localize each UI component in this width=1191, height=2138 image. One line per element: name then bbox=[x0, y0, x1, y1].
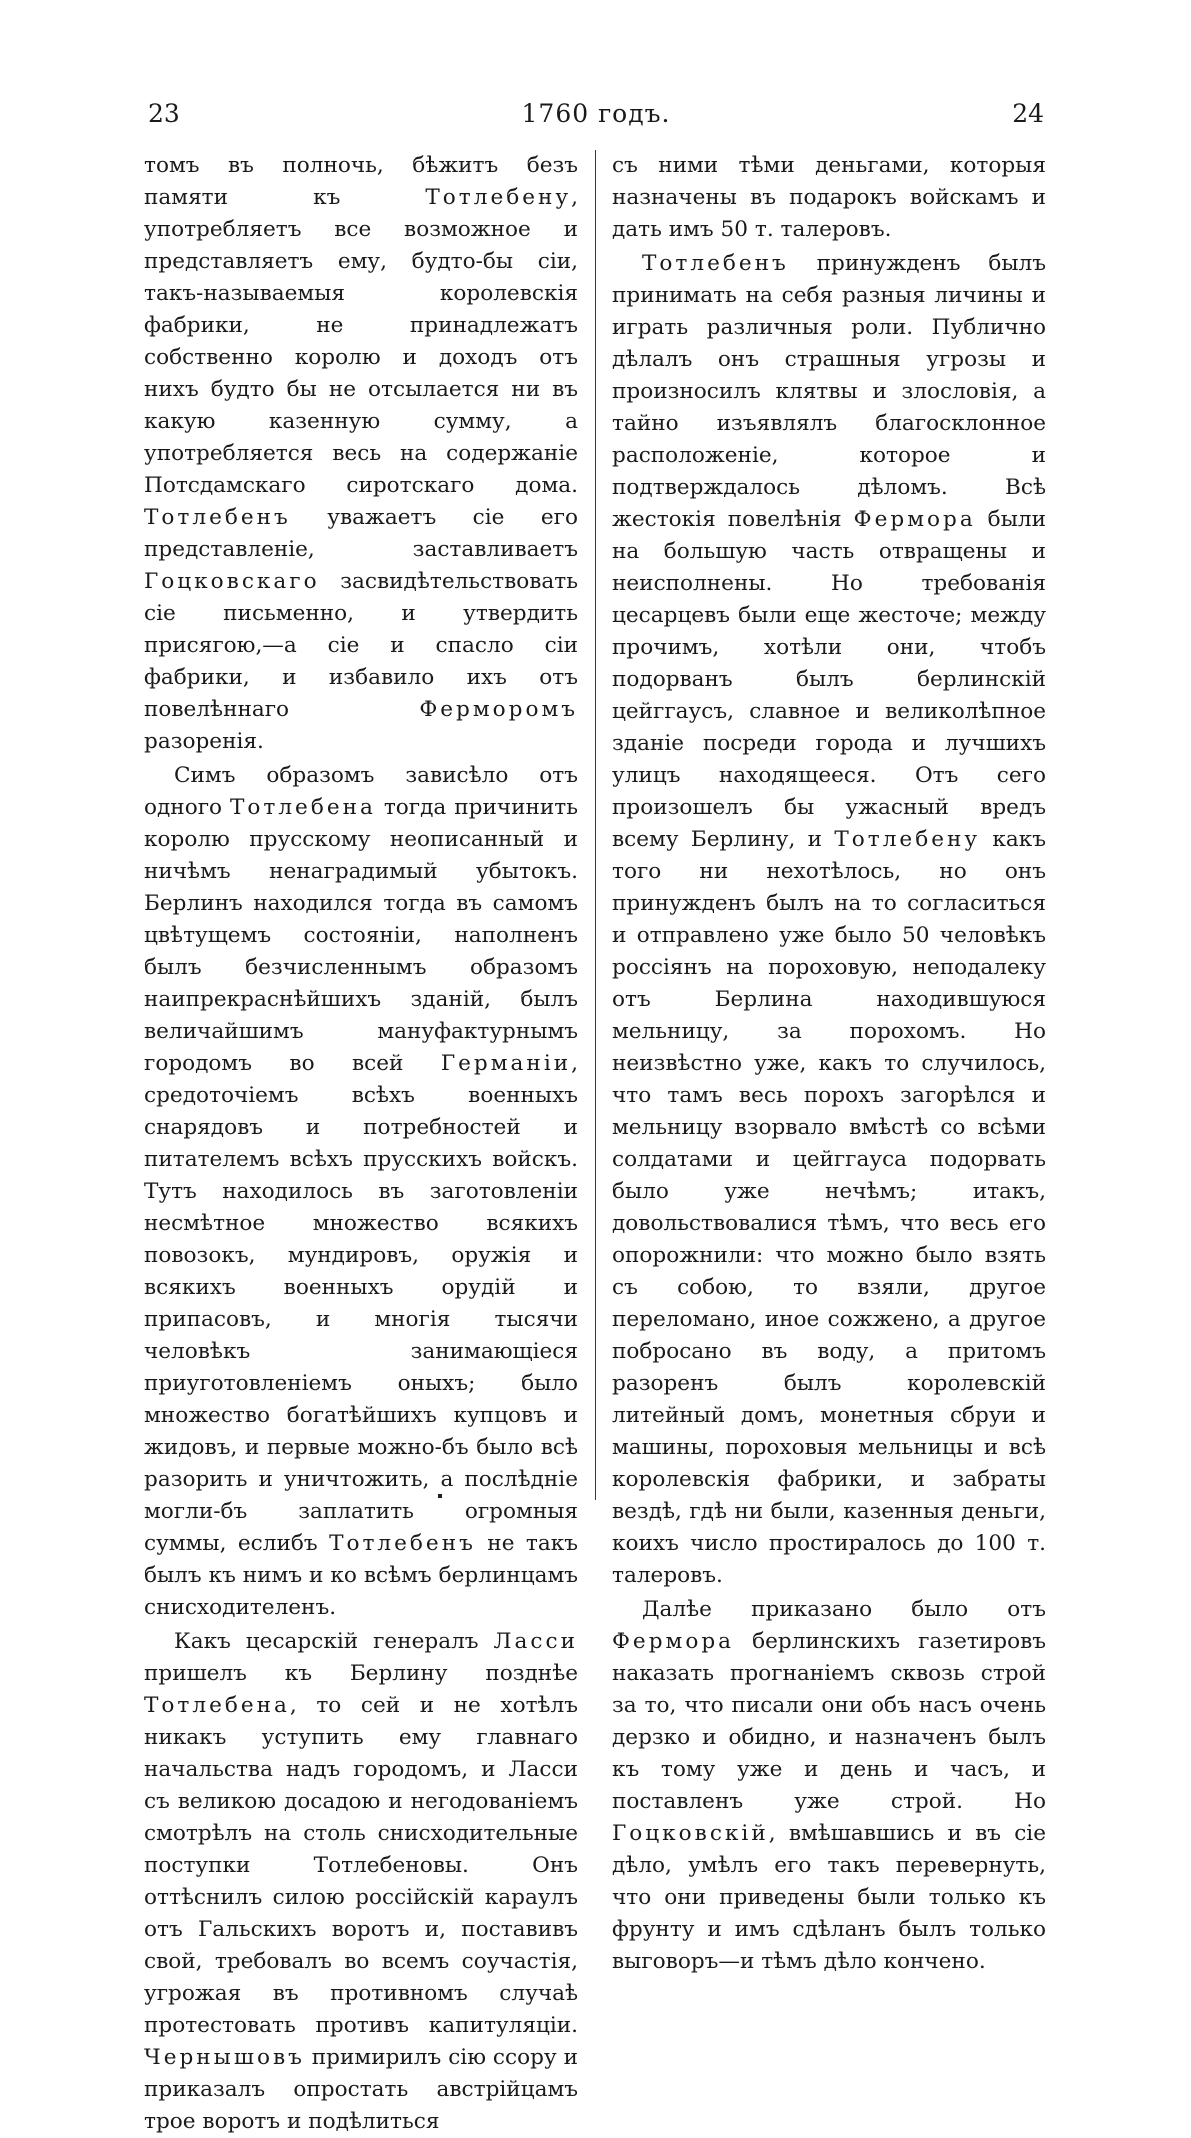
paragraph: Тотлебенъ принужденъ былъ принимать на себя разныя личины и играть различныя роли. Публично дѣлалъ онъ страшныя угрозы и произносилъ клятвы и злословія, а тайно изъявлялъ благосклонное расположеніе, которое и подтверждалось дѣломъ. Всѣ жестокія повелѣнія Фермора были на большую часть отвращены и неисполнены. Но требованія цесарцевъ были еще жесточе; между прочимъ, хотѣли они, чтобъ подорванъ былъ берлинскій цейггаусъ, славное и великолѣпное зданіе посреди города и лучшихъ улицъ находящееся. Отъ сего произошелъ бы ужасный вредъ всему Берлину, и Тотлебену какъ того ни нехотѣлось, но онъ принужденъ былъ на то согласиться и отправлено уже было 50 человѣкъ россіянъ на пороховую, неподалеку отъ Берлина находившуюся мельницу, за порохомъ. Но неизвѣстно уже, какъ то случилось, что тамъ весь порохъ загорѣлся и мельницу взорвало вмѣстѣ со всѣми солдатами и цейггауса подорвать было уже нечѣмъ; итакъ, довольствовалися тѣмъ, что весь его опорожнили: что можно было взять съ собою, то взяли, другое переломано, иное сожжено, а другое побросано въ воду, а притомъ разоренъ былъ королевскій литейный домъ, монетныя сбруи и машины, пороховыя мельницы и всѣ королевскія фабрики, и забраты вездѣ, гдѣ ни были, казенныя деньги, коихъ число простиралось до 100 т. талеровъ. bbox=[612, 251, 1046, 1588]
column-divider bbox=[595, 150, 596, 1500]
right-column bbox=[612, 150, 1046, 1978]
page-number-right: 24 bbox=[1012, 99, 1044, 128]
left-column bbox=[144, 150, 578, 2138]
paragraph: съ ними тѣми деньгами, которыя назначены въ подарокъ войскамъ и дать имъ 50 т. талеровъ. bbox=[612, 153, 1046, 242]
paragraph: Далѣе приказано было отъ Фермора берлинскихъ газетировъ наказать прогнаніемъ сквозь строй за то, что писали они объ насъ очень дерзко и обидно, и назначенъ былъ къ тому уже и день и часъ, и поставленъ уже строй. Но Гоцковскій, вмѣшавшись и въ сіе дѣло, умѣлъ его такъ перевернуть, что они приведены были только къ фрунту и имъ сдѣланъ былъ только выговоръ—и тѣмъ дѣло кончено. bbox=[612, 1597, 1046, 1974]
paragraph: Симъ образомъ зависѣло отъ одного Тотлебена тогда причинить королю прусскому неописанный и ничѣмъ ненаградимый убытокъ. Берлинъ находился тогда въ самомъ цвѣтущемъ состояніи, наполненъ былъ безчисленнымъ образомъ наипрекраснѣйшихъ зданій, былъ величайшимъ мануфактурнымъ городомъ во всей Германіи, средоточіемъ всѣхъ военныхъ снарядовъ и потребностей и питателемъ всѣхъ прусскихъ войскъ. Тутъ находилось въ заготовленіи несмѣтное множество всякихъ повозокъ, мундировъ, оружія и всякихъ военныхъ орудій и припасовъ, и многія тысячи человѣкъ занимающіеся приуготовленіемъ оныхъ; было множество богатѣйшихъ купцовъ и жидовъ, и первые можно-бъ было всѣ разорить и уничтожить, а послѣдніе могли-бъ заплатить огромныя суммы, еслибъ Тотлебенъ не такъ былъ къ нимъ и ко всѣмъ берлинцамъ снисходителенъ. bbox=[144, 763, 578, 1620]
page-header bbox=[148, 96, 1044, 136]
paragraph: Какъ цесарскій генералъ Ласси пришелъ къ Берлину позднѣе Тотлебена, то сей и не хотѣлъ никакъ уступить ему главнаго начальства надъ городомъ, и Ласси съ великою досадою и негодованіемъ смотрѣлъ на столь снисходительные поступки Тотлебеновы. Онъ оттѣснилъ силою россійскій караулъ отъ Гальскихъ воротъ и, поставивъ свой, требовалъ во всемъ соучастія, угрожая въ противномъ случаѣ протестовать противъ капитуляціи. Чернышовъ примирилъ сію ссору и приказалъ опростать австрійцамъ трое воротъ и подѣлиться bbox=[144, 1629, 578, 2134]
print-mark bbox=[438, 1494, 442, 1498]
running-title: 1760 годъ. bbox=[521, 99, 671, 128]
paragraph: томъ въ полночь, бѣжитъ безъ памяти къ Тотлебену, употребляетъ все возможное и представляетъ ему, будто-бы сіи, такъ-называемыя королевскія фабрики, не принадлежатъ собственно королю и доходъ отъ нихъ будто бы не отсылается ни въ какую казенную сумму, а употребляется весь на содержаніе Потсдамскаго сиротскаго дома. Тотлебенъ уважаетъ сіе его представленіе, заставливаетъ Гоцковскаго засвидѣтельствовать сіе письменно, и утвердить присягою,—а сіе и спасло сіи фабрики, и избавило ихъ отъ повелѣннаго Ферморомъ разоренія. bbox=[144, 153, 578, 754]
page-number-left: 23 bbox=[148, 99, 180, 128]
